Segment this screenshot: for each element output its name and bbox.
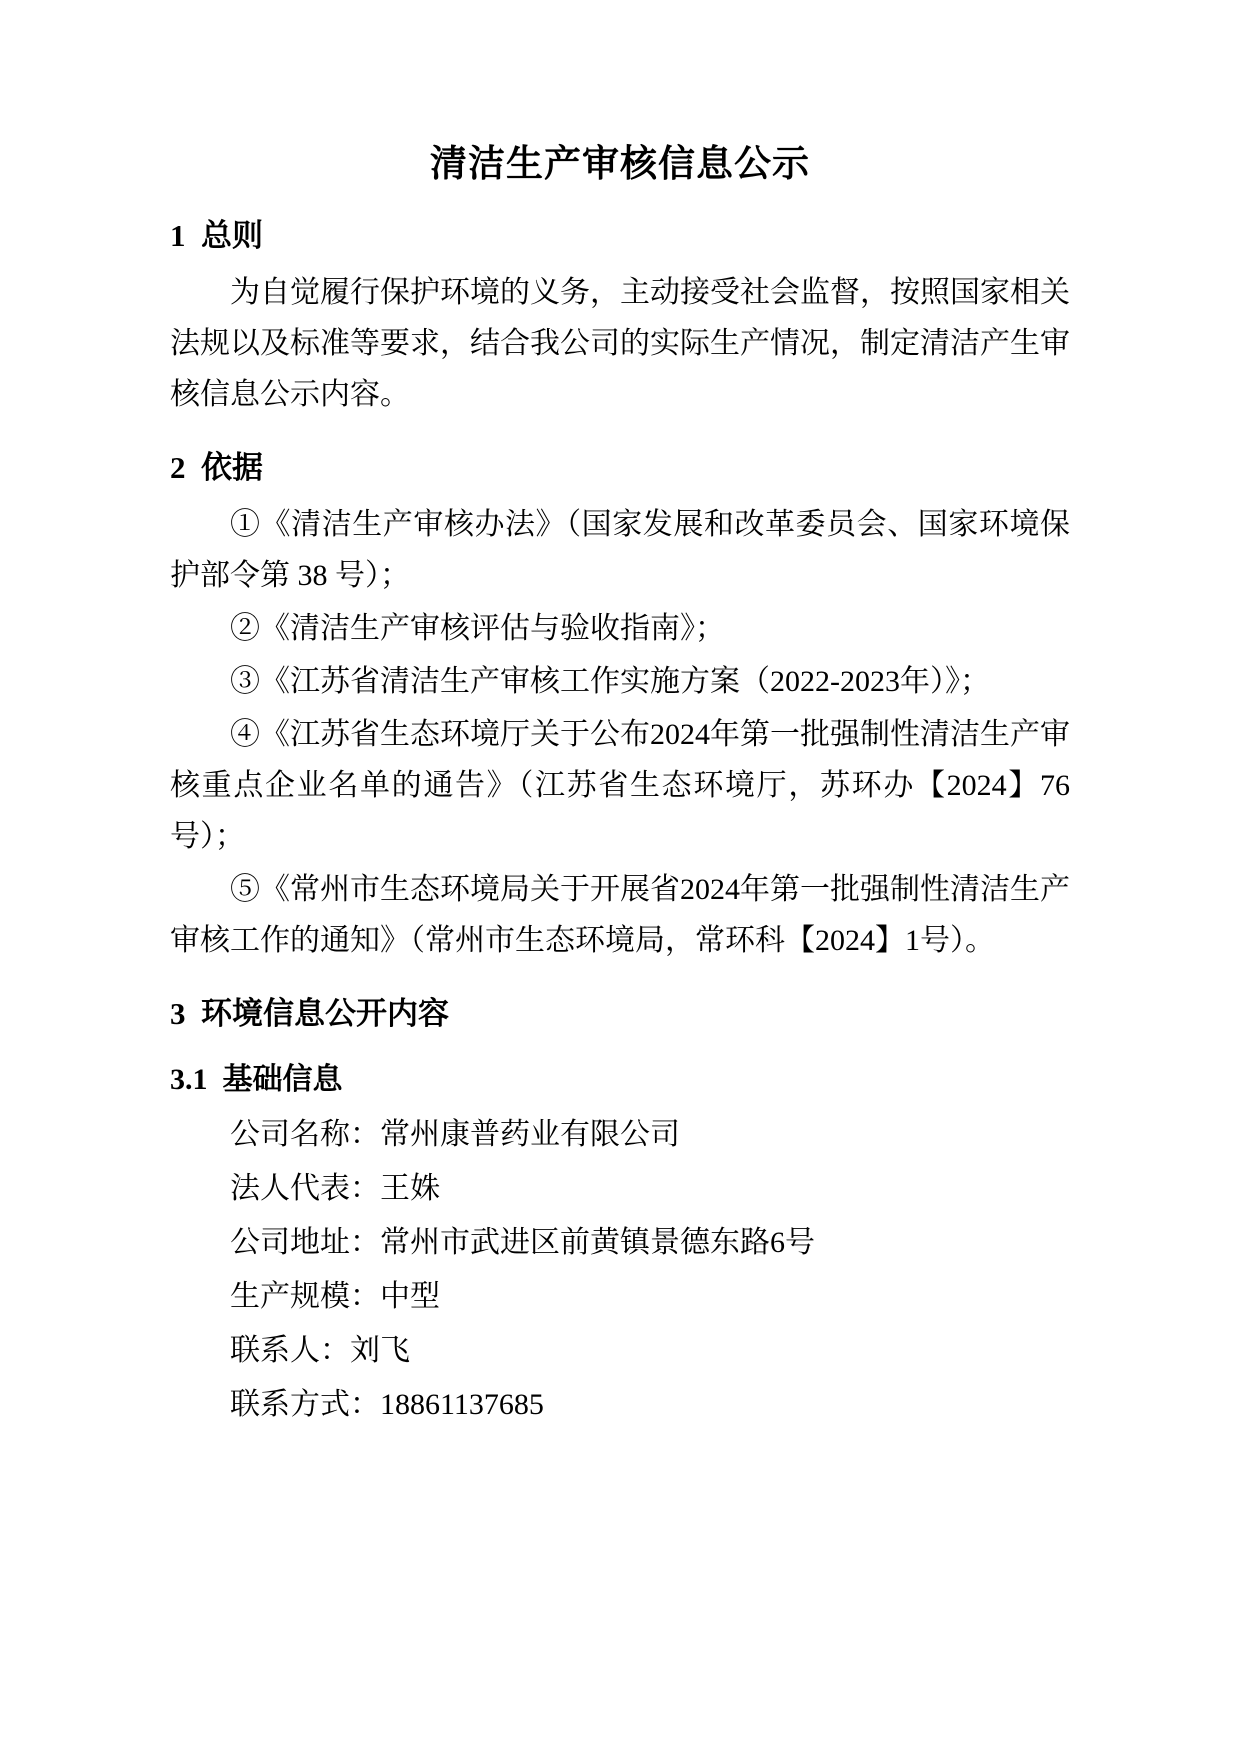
basis-item-3: ③《江苏省清洁生产审核工作实施方案（2022-2023年）》； bbox=[230, 665, 990, 698]
info-line-company-name bbox=[170, 1109, 1070, 1161]
contact-number-label: 联系方式： bbox=[230, 1388, 380, 1421]
company-address-label: 公司地址： bbox=[230, 1226, 380, 1259]
contact-person-label: 联系人： bbox=[230, 1334, 350, 1367]
legal-representative-value: 王姝 bbox=[380, 1172, 440, 1205]
company-name-value: 常州康普药业有限公司 bbox=[380, 1118, 680, 1151]
info-line-company-address bbox=[170, 1217, 1070, 1269]
section-general-principles bbox=[170, 215, 1070, 420]
basis-item-4: ④《江苏省生态环境厅关于公布2024年第一批强制性清洁生产审核重点企业名单的通告》（江苏省生态环境厅，苏环办【2024】76 号）； bbox=[170, 718, 1070, 853]
company-address-value: 常州市武进区前黄镇景德东路6号 bbox=[380, 1226, 815, 1259]
contact-number-value: 18861137685 bbox=[380, 1388, 544, 1421]
section-basis bbox=[170, 447, 1070, 966]
section-3-heading: 3 环境信息公开内容 bbox=[170, 996, 449, 1031]
legal-representative-label: 法人代表： bbox=[230, 1172, 380, 1205]
section-1-heading: 1 总则 bbox=[170, 218, 263, 253]
section-environment-info bbox=[170, 993, 1070, 1431]
info-line-legal-representative bbox=[170, 1163, 1070, 1215]
section-3-1-heading: 3.1 基础信息 bbox=[170, 1063, 343, 1096]
company-name-label: 公司名称： bbox=[230, 1118, 380, 1151]
production-scale-label: 生产规模： bbox=[230, 1280, 380, 1313]
basis-item-2: ②《清洁生产审核评估与验收指南》； bbox=[230, 612, 725, 645]
production-scale-value: 中型 bbox=[380, 1280, 440, 1313]
section-2-heading: 2 依据 bbox=[170, 450, 263, 485]
contact-person-value: 刘飞 bbox=[350, 1334, 410, 1367]
section-1-paragraph: 为自觉履行保护环境的义务，主动接受社会监督，按照国家相关法规以及标准等要求，结合我公司的实际生产情况，制定清洁产生审核信息公示内容。 bbox=[170, 276, 1070, 411]
basis-item-5: ⑤《常州市生态环境局关于开展省2024年第一批强制性清洁生产审核工作的通知》（常州市生态环境局，常环科【2024】1号）。 bbox=[170, 873, 1070, 957]
info-line-production-scale bbox=[170, 1271, 1070, 1323]
info-line-contact-number bbox=[170, 1379, 1070, 1431]
document-title: 清洁生产审核信息公示 bbox=[430, 144, 810, 185]
info-line-contact-person bbox=[170, 1325, 1070, 1377]
basis-item-1: ①《清洁生产审核办法》（国家发展和改革委员会、国家环境保护部令第 38 号）； bbox=[170, 508, 1070, 592]
